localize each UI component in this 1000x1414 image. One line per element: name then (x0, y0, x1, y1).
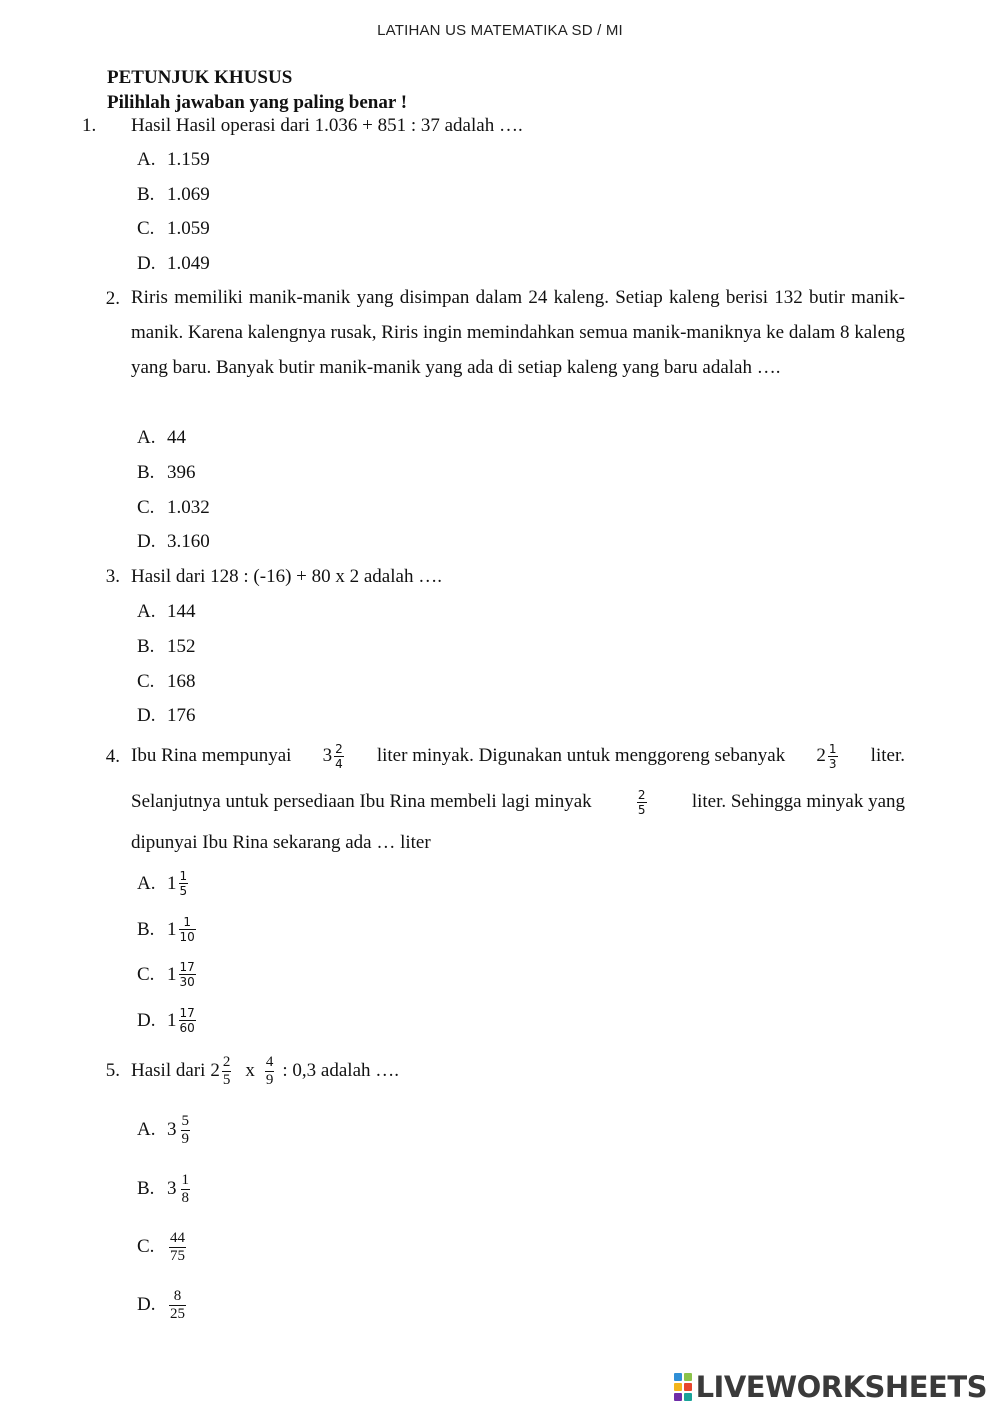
fraction-whole: 1 (167, 1009, 177, 1031)
fraction-numerator: 8 (173, 1287, 182, 1304)
fraction-denominator: 10 (179, 930, 195, 944)
option-value: 1.059 (167, 218, 210, 239)
question-text: liter. (870, 745, 905, 766)
fraction-whole: 3 (322, 745, 333, 766)
fraction-denominator: 5 (222, 1071, 231, 1088)
question-number: 1. (82, 115, 97, 136)
option-letter: A. (137, 427, 156, 448)
mixed-fraction (210, 1055, 233, 1088)
question-number: 2. (105, 288, 120, 309)
question-line-1 (131, 738, 905, 774)
question-text: Riris memiliki manik-manik yang disimpan dalam 24 kaleng. Setiap kaleng berisi 132 butir manik-manik. Karena kalengnya rusak, Riris ingin memindahkan semua manik-maniknya ke dalam 8 kaleng yang baru. Banyak butir manik-manik yang ada di setiap kaleng yang baru adalah …. (131, 287, 905, 378)
option-letter: C. (137, 963, 155, 985)
fraction-whole: 1 (167, 918, 177, 940)
fraction-denominator: 3 (828, 756, 837, 771)
option-a[interactable] (137, 1112, 192, 1147)
option-d[interactable] (137, 1007, 198, 1034)
fraction-denominator: 9 (265, 1071, 274, 1088)
option-c[interactable] (137, 961, 198, 988)
option-c[interactable] (137, 496, 210, 520)
fraction-denominator: 25 (170, 1305, 185, 1322)
option-letter: A. (137, 149, 156, 170)
option-d[interactable] (137, 252, 210, 276)
option-letter: B. (137, 918, 155, 940)
option-letter: C. (137, 1236, 155, 1257)
fraction-numerator: 1 (179, 869, 188, 883)
instructions-subtitle: Pilihlah jawaban yang paling benar ! (107, 92, 408, 113)
option-letter: D. (137, 1294, 156, 1315)
option-b[interactable] (137, 183, 210, 207)
option-d[interactable] (137, 1287, 188, 1322)
option-c[interactable] (137, 1229, 188, 1264)
option-value: 168 (167, 671, 196, 692)
logo-tile (674, 1373, 682, 1381)
option-letter: C. (137, 671, 155, 692)
question-text: dipunyai Ibu Rina sekarang ada … liter (131, 832, 431, 853)
fraction-numerator: 2 (222, 1053, 231, 1070)
option-d[interactable] (137, 530, 210, 554)
option-d[interactable] (137, 704, 196, 728)
option-c[interactable] (137, 217, 210, 241)
fraction-whole: 2 (816, 745, 826, 766)
logo-tile (684, 1383, 692, 1391)
fraction-numerator: 1 (181, 1171, 189, 1188)
fraction-numerator: 4 (265, 1053, 274, 1070)
question-number: 3. (105, 566, 120, 587)
logo-tile (684, 1373, 692, 1381)
option-value: 1.069 (167, 184, 210, 205)
question-text: Ibu Rina mempunyai (131, 745, 292, 766)
instructions-title: PETUNJUK KHUSUS (107, 67, 293, 88)
option-value: 1.049 (167, 253, 210, 274)
option-letter: A. (137, 1119, 156, 1140)
liveworksheets-logo[interactable] (674, 1370, 987, 1404)
option-value: 176 (167, 705, 196, 726)
option-letter: C. (137, 497, 155, 518)
option-letter: C. (137, 218, 155, 239)
fraction-whole: 3 (167, 1178, 177, 1199)
fraction-denominator: 9 (181, 1130, 189, 1147)
fraction-numerator: 1 (183, 915, 191, 929)
option-letter: A. (137, 601, 156, 622)
option-letter: B. (137, 636, 155, 657)
question-number: 5. (105, 1060, 120, 1081)
option-letter: D. (137, 253, 156, 274)
option-value: 396 (167, 462, 196, 483)
option-c[interactable] (137, 670, 196, 694)
fraction-numerator: 2 (637, 787, 646, 802)
question-line-2 (131, 784, 905, 820)
fraction (265, 1055, 275, 1088)
fraction-numerator: 1 (828, 741, 837, 756)
option-b[interactable] (137, 635, 196, 659)
liveworksheets-logo-icon (674, 1373, 692, 1401)
option-letter: A. (137, 872, 156, 894)
fraction-denominator: 4 (335, 756, 343, 771)
question-text: Hasil Hasil operasi dari 1.036 + 851 : 37 adalah …. (131, 115, 523, 136)
option-letter: B. (137, 1178, 155, 1199)
option-value: 44 (167, 427, 186, 448)
option-a[interactable] (137, 148, 210, 172)
question-text: liter minyak. Digunakan untuk menggoreng sebanyak (376, 745, 786, 766)
option-a[interactable] (137, 600, 196, 624)
option-value: 1.032 (167, 497, 210, 518)
option-value: 152 (167, 636, 196, 657)
fraction-whole: 1 (167, 963, 177, 985)
option-letter: B. (137, 184, 155, 205)
question-text: : 0,3 adalah …. (282, 1060, 400, 1081)
fraction (637, 789, 647, 816)
fraction-numerator: 44 (170, 1229, 185, 1246)
fraction-whole: 2 (210, 1060, 220, 1081)
option-letter: B. (137, 462, 155, 483)
logo-text: LIVEWORKSHEETS (695, 1370, 987, 1404)
option-value: 3.160 (167, 531, 210, 552)
logo-tile (674, 1383, 682, 1391)
question-text-line (131, 1050, 399, 1092)
fraction-denominator: 5 (179, 884, 188, 898)
mixed-fraction (816, 743, 839, 770)
fraction-denominator: 30 (179, 975, 195, 989)
question-text: liter. Sehingga minyak yang (691, 791, 905, 812)
page-header: LATIHAN US MATEMATIKA SD / MI (377, 22, 623, 39)
option-a[interactable] (137, 426, 186, 450)
option-value: 1.159 (167, 149, 210, 170)
option-a[interactable] (137, 870, 190, 897)
option-value: 144 (167, 601, 196, 622)
option-b[interactable] (137, 1171, 192, 1206)
option-letter: D. (137, 531, 156, 552)
fraction-denominator: 8 (181, 1189, 189, 1206)
fraction-numerator: 2 (335, 741, 343, 756)
fraction-denominator: 60 (179, 1021, 195, 1035)
option-b[interactable] (137, 916, 198, 943)
option-b[interactable] (137, 461, 196, 485)
logo-tile (684, 1393, 692, 1401)
fraction-numerator: 17 (179, 1006, 195, 1020)
logo-tile (674, 1393, 682, 1401)
option-letter: D. (137, 1009, 156, 1031)
fraction-denominator: 5 (637, 802, 646, 817)
fraction-denominator: 75 (170, 1247, 185, 1264)
operator: x (245, 1060, 255, 1081)
question-text: Hasil dari (131, 1060, 206, 1081)
question-text: Hasil dari 128 : (-16) + 80 x 2 adalah …. (131, 566, 442, 587)
fraction-whole: 1 (167, 872, 177, 894)
fraction-numerator: 17 (179, 960, 195, 974)
option-letter: D. (137, 705, 156, 726)
fraction-numerator: 5 (181, 1112, 189, 1129)
question-text: Selanjutnya untuk persediaan Ibu Rina membeli lagi minyak (131, 791, 592, 812)
fraction-whole: 3 (167, 1119, 177, 1140)
mixed-fraction (323, 743, 346, 770)
question-number: 4. (105, 746, 120, 767)
